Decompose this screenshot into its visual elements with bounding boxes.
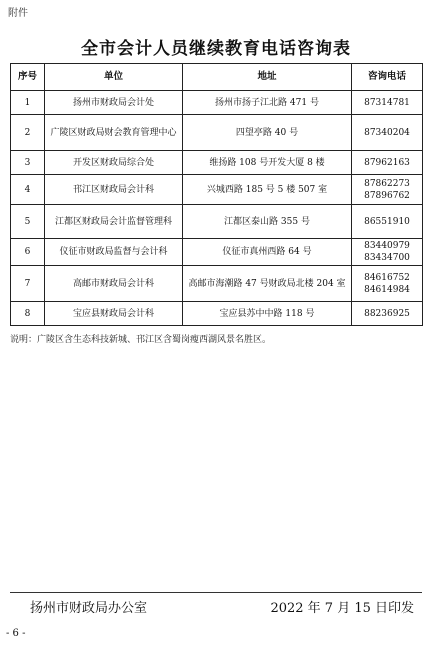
phone-cell: [352, 175, 423, 205]
address-cell: 扬州市扬子江北路 471 号: [183, 91, 352, 115]
phone-cell: [352, 239, 423, 266]
note-text: 说明：广陵区含生态科技新城、邗江区含蜀岗瘦西湖风景名胜区。: [10, 335, 272, 345]
unit-cell: 扬州市财政局会计处: [45, 91, 183, 115]
table-body: [11, 91, 423, 326]
row-number-cell: 4: [11, 175, 45, 205]
row-number-cell: 2: [11, 115, 45, 151]
table-header-row: [11, 64, 423, 91]
header-no: 序号: [11, 64, 45, 91]
row-number-cell: 1: [11, 91, 45, 115]
phone-number: 87340204: [364, 127, 410, 138]
header-unit: 单位: [45, 64, 183, 91]
table-row: [11, 205, 423, 239]
unit-cell: 邗江区财政局会计科: [45, 175, 183, 205]
unit-cell: 广陵区财政局财会教育管理中心: [45, 115, 183, 151]
table-row: [11, 91, 423, 115]
issue-date: 2022 年 7 月 15 日印发: [270, 601, 414, 616]
phone-number: 87862273: [364, 178, 410, 189]
phone-cell: [352, 266, 423, 302]
phone-number: 84616752: [364, 272, 410, 283]
row-number-cell: 5: [11, 205, 45, 239]
table-row: [11, 266, 423, 302]
unit-cell: 宝应县财政局会计科: [45, 302, 183, 326]
table-row: [11, 302, 423, 326]
table-row: [11, 239, 423, 266]
phone-number: 84614984: [364, 284, 410, 295]
phone-number: 87962163: [364, 157, 410, 168]
unit-cell: 开发区财政局综合处: [45, 151, 183, 175]
phone-cell: [352, 91, 423, 115]
address-cell: 兴城西路 185 号 5 楼 507 室: [183, 175, 352, 205]
header-phone: 咨询电话: [352, 64, 423, 91]
footer-divider: [10, 592, 422, 593]
unit-cell: 仪征市财政局监督与会计科: [45, 239, 183, 266]
address-cell: 江都区泰山路 355 号: [183, 205, 352, 239]
phone-cell: [352, 115, 423, 151]
table-row: [11, 115, 423, 151]
page-number: - 6 -: [6, 628, 26, 639]
unit-cell: 高邮市财政局会计科: [45, 266, 183, 302]
row-number-cell: 7: [11, 266, 45, 302]
page-title: 全市会计人员继续教育电话咨询表: [81, 39, 351, 59]
phone-number: 83434700: [364, 253, 410, 263]
phone-cell: [352, 302, 423, 326]
phone-number: 88236925: [364, 308, 410, 319]
header-address: 地址: [183, 64, 352, 91]
attachment-label: 附件: [8, 8, 28, 19]
phone-number: 83440979: [364, 241, 410, 251]
unit-cell: 江都区财政局会计监督管理科: [45, 205, 183, 239]
address-cell: 仪征市真州西路 64 号: [183, 239, 352, 266]
phone-cell: [352, 205, 423, 239]
address-cell: 四望亭路 40 号: [183, 115, 352, 151]
address-cell: 宝应县苏中中路 118 号: [183, 302, 352, 326]
table-row: [11, 151, 423, 175]
table-row: [11, 175, 423, 205]
address-cell: 维扬路 108 号开发大厦 8 楼: [183, 151, 352, 175]
issuing-office: 扬州市财政局办公室: [30, 601, 148, 616]
row-number-cell: 3: [11, 151, 45, 175]
row-number-cell: 8: [11, 302, 45, 326]
phone-number: 86551910: [364, 216, 410, 227]
row-number-cell: 6: [11, 239, 45, 266]
phone-number: 87896762: [364, 190, 410, 201]
address-cell: 高邮市海潮路 47 号财政局北楼 204 室: [183, 266, 352, 302]
phone-number: 87314781: [364, 97, 410, 108]
consultation-table: [10, 63, 423, 326]
phone-cell: [352, 151, 423, 175]
